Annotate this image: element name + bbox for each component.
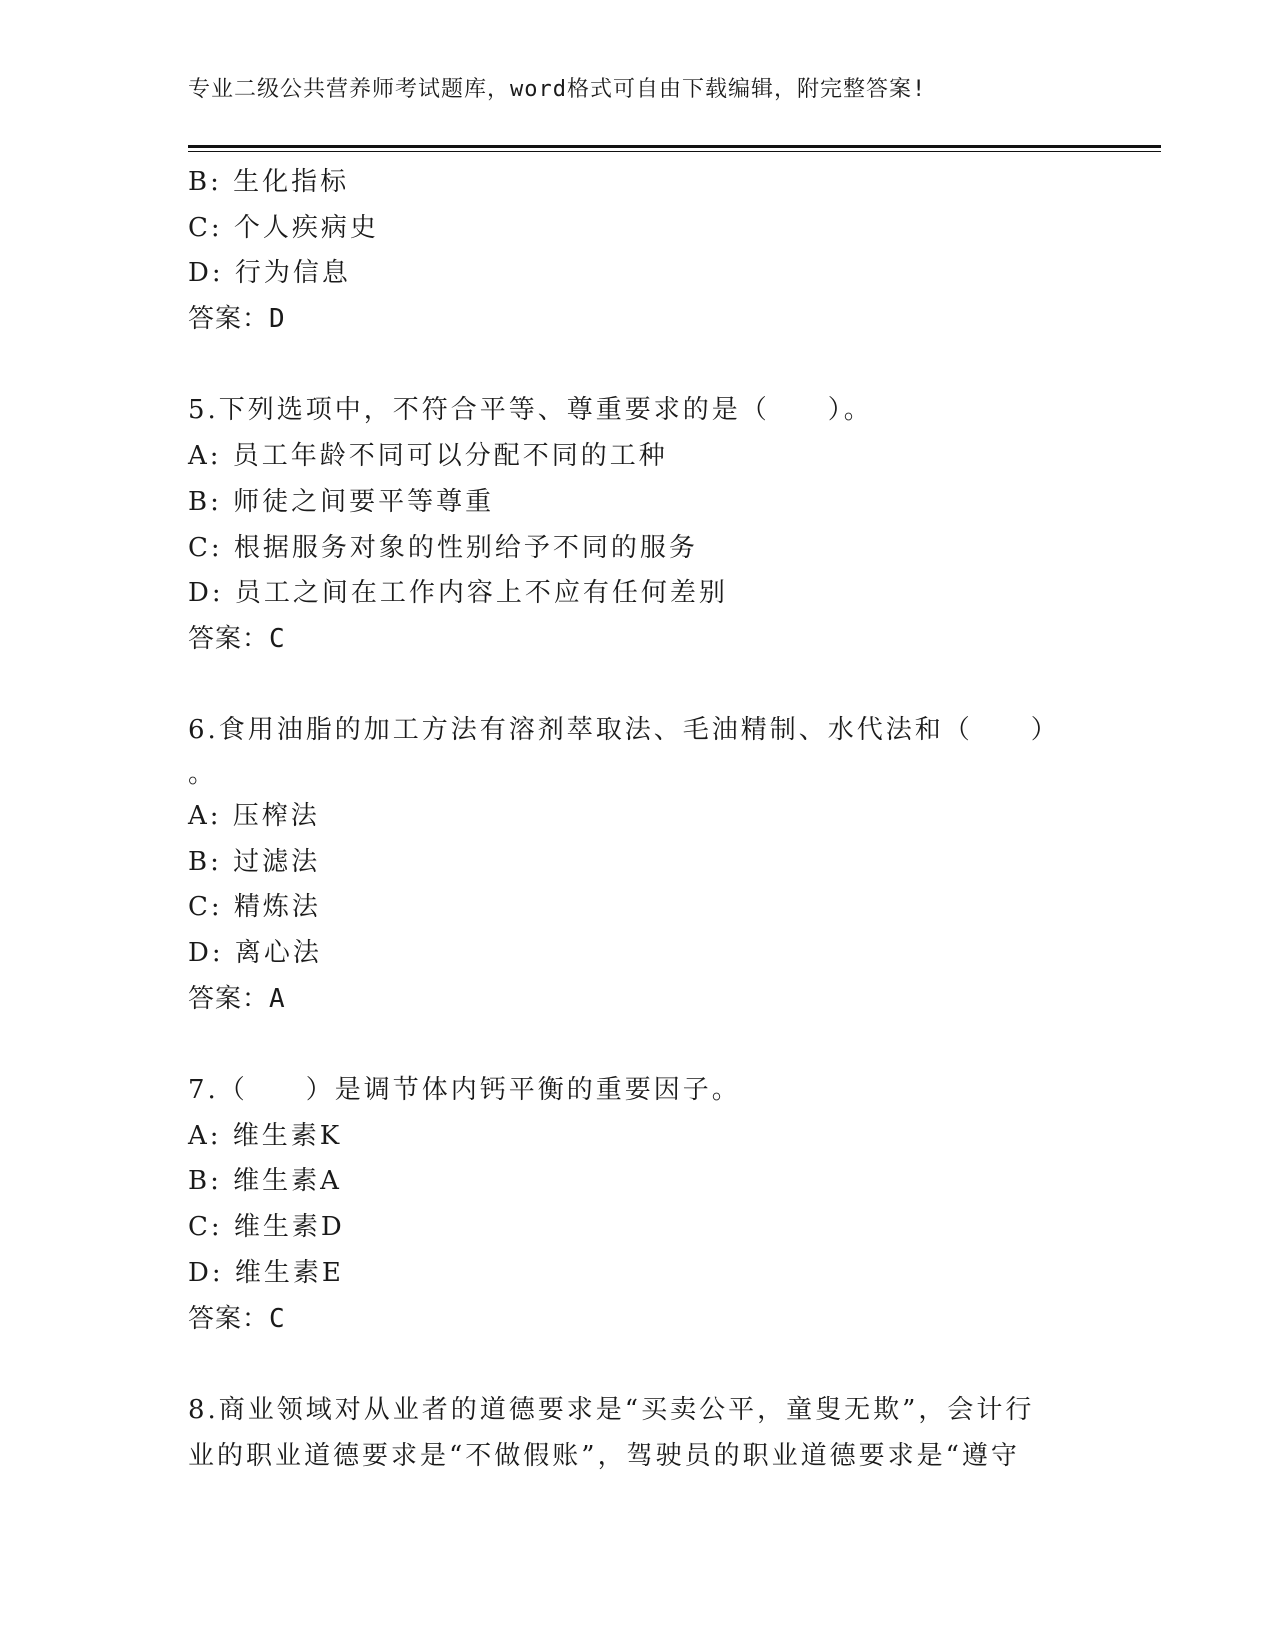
document-body [188,160,1088,1479]
question-text: 业的职业道德要求是“不做假账”，驾驶员的职业道德要求是“遵守 [188,1440,1020,1471]
spacer [188,1342,1088,1388]
answer-value: C [269,1303,286,1334]
option-line: D: 离心法 [188,938,322,968]
option-line: A: 压榨法 [188,800,320,831]
question-text: 7.（ ）是调节体内钙平衡的重要因子。 [188,1075,741,1106]
answer-value: D [269,304,286,335]
option-line: A: 维生素K [188,1120,343,1151]
page-header: 专业二级公共营养师考试题库，word格式可自由下载编辑，附完整答案! [188,77,927,102]
header-rule-thin [188,151,1161,152]
question-text-continuation: 。 [188,758,218,789]
answer-value: A [269,983,286,1014]
answer-label: 答案： [188,304,270,335]
option-line: D: 维生素E [188,1257,344,1288]
option-line: D: 行为信息 [188,258,351,289]
header-rule-thick [188,145,1161,148]
answer-label: 答案： [188,983,270,1014]
answer-value: C [269,623,286,654]
option-line: C: 根据服务对象的性别给予不同的服务 [188,532,698,563]
option-line: C: 精炼法 [188,892,321,923]
answer-line [188,1297,1088,1343]
answer-line [188,617,1088,663]
option-line: B: 师徒之间要平等尊重 [188,486,495,517]
option-line: C: 维生素D [188,1212,345,1243]
question-text: 5.下列选项中，不符合平等、尊重要求的是（ ）。 [188,395,873,426]
spacer [188,1022,1088,1068]
option-line: B: 维生素A [188,1166,342,1197]
answer-line [188,977,1088,1023]
question-text: 6.食用油脂的加工方法有溶剂萃取法、毛油精制、水代法和（ ） [188,715,1060,746]
answer-label: 答案： [188,623,270,654]
question-text: 8.商业领域对从业者的道德要求是“买卖公平，童叟无欺”，会计行 [188,1394,1035,1425]
option-line: C: 个人疾病史 [188,212,379,243]
spacer [188,663,1088,709]
option-line: D: 员工之间在工作内容上不应有任何差别 [188,578,728,609]
answer-label: 答案： [188,1303,270,1334]
option-line: A: 员工年龄不同可以分配不同的工种 [188,441,668,472]
answer-line [188,297,1088,343]
option-line: B: 生化指标 [188,167,350,197]
spacer [188,343,1088,389]
option-line: B: 过滤法 [188,846,321,877]
